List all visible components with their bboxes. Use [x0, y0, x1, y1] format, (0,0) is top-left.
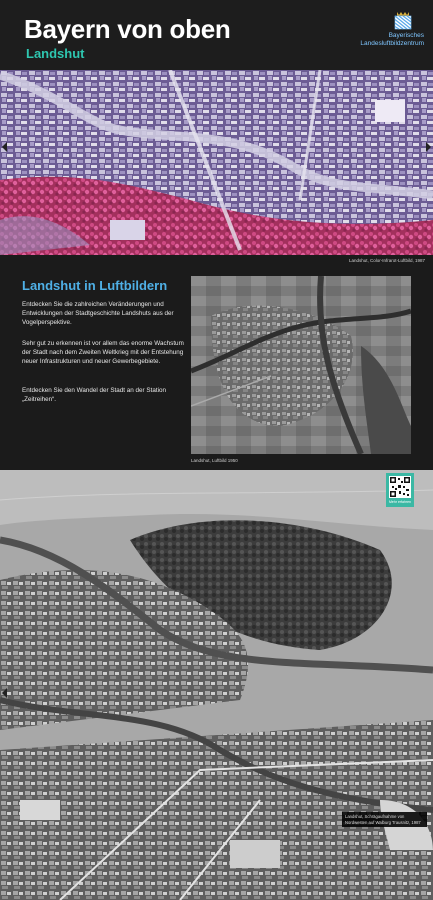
photo-caption-mid: Landshut, Luftbild 1950 [191, 458, 238, 463]
scroll-right-icon [426, 142, 431, 152]
aerial-photo-oblique [0, 470, 433, 900]
paragraph-intro: Entdecken Sie die zahlreichen Veränderungen und Entwicklungen der Stadtgeschichte Landshuts aus der Vogelperspektive. [22, 301, 174, 326]
logo-text-line1: Bayerisches [388, 32, 424, 39]
page-subtitle: Landshut [26, 46, 85, 61]
photo-caption-top: Landshut, Color-Infrarot-Luftbild, 1987 [348, 258, 425, 263]
paragraph-station: Entdecken Sie den Wandel der Stadt an der Station „Zeitreihen“. [22, 387, 166, 403]
scroll-left-icon [2, 688, 7, 698]
logo-text-line2: Landesluftbildzentrum [360, 40, 424, 47]
photo-caption-bottom: Landshut, Schrägaufnahme von Nordwesten auf Walburg Trausnitz, 1987 [342, 812, 427, 827]
paragraph-growth: Sehr gut zu erkennen ist vor allem das enorme Wachstum der Stadt nach dem Zweiten Weltkrieg mit der Entstehung neuer Infrastrukturen und neuer Gewerbegebiete. [22, 340, 184, 365]
aerial-photo-infrared [0, 70, 433, 255]
logo [318, 12, 424, 48]
qr-label: Mehr erfahren [389, 500, 411, 504]
page-title: Bayern von oben [24, 14, 231, 44]
header [0, 0, 433, 70]
qr-code[interactable] [386, 473, 414, 507]
scroll-left-icon [2, 142, 7, 152]
aerial-photo-1950 [191, 276, 411, 454]
qr-code-icon [389, 476, 411, 498]
bavarian-crest-icon [394, 12, 412, 30]
section-title: Landshut in Luftbildern [22, 278, 168, 293]
